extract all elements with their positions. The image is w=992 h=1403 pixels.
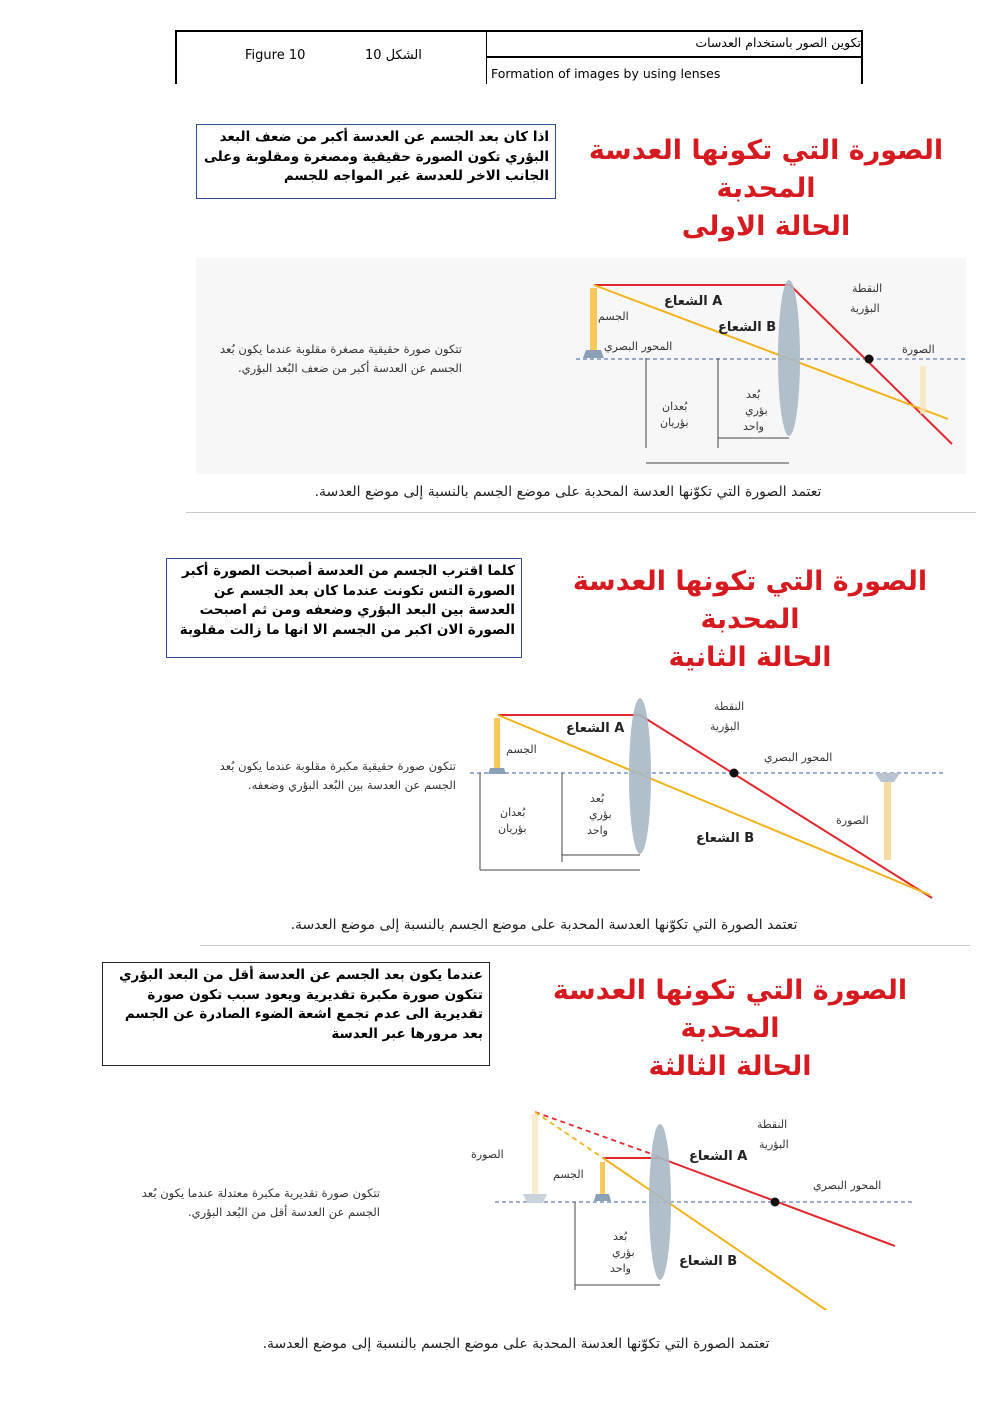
label-f-1: بُعد [613, 1230, 628, 1243]
case2-ray-diagram [470, 690, 950, 910]
case1-separator [186, 512, 976, 513]
label-object: الجسم [598, 310, 629, 323]
label-focal-1: النقطة [714, 700, 745, 713]
ray-b-virtual [535, 1112, 603, 1158]
label-image: الصورة [902, 343, 935, 356]
case1-figure-caption: تعتمد الصورة التي تكوّنها العدسة المحدبة على موضع الجسم بالنسبة إلى موضع العدسة. [314, 484, 822, 500]
case1-title [566, 132, 966, 246]
label-f-3: واحد [610, 1262, 631, 1275]
label-2f-1: بُعدان [500, 806, 526, 819]
label-image: الصورة [836, 814, 869, 827]
case1-title-line1: الصورة التي تكونها العدسة المحدبة [588, 135, 944, 204]
figure-number-en: Figure 10 [245, 48, 306, 63]
focal-point-dot [865, 355, 874, 364]
case3-figure-caption: تعتمد الصورة التي تكوّنها العدسة المحدبة على موضع الجسم بالنسبة إلى موضع العدسة. [262, 1336, 770, 1352]
image-candle [884, 780, 891, 860]
label-axis: المحور البصري [604, 340, 673, 353]
label-2f-2: بؤريان [498, 822, 527, 835]
label-ray-a: الشعاع A [689, 1149, 748, 1164]
header-divider [487, 56, 863, 58]
case2-figure-note: تتكون صورة حقيقية مكبرة مقلوبة عندما يكون بُعد الجسم عن العدسة بين البُعد البؤري وضعفه. [219, 759, 456, 792]
case3-title-line1: الصورة التي تكونها العدسة المحدبة [552, 975, 908, 1044]
label-f-2: بؤري [745, 404, 768, 417]
case1-ray-diagram [196, 258, 966, 474]
virtual-image-candle [532, 1114, 538, 1194]
label-focal-1: النقطة [757, 1118, 788, 1131]
focal-point-dot [730, 769, 739, 778]
figure-number-ar: الشكل 10 [365, 48, 422, 63]
label-ray-a: الشعاع A [566, 721, 625, 736]
label-object: الجسم [506, 743, 537, 756]
label-2f-2: بؤريان [660, 416, 689, 429]
case3-title [520, 972, 940, 1086]
label-axis: المحور البصري [813, 1179, 882, 1192]
label-focal-2: البؤرية [850, 302, 880, 315]
ray-a-virtual [535, 1112, 660, 1157]
header-title-en: Formation of images by using lenses [491, 66, 721, 81]
label-ray-a: الشعاع A [664, 294, 723, 309]
convex-lens [649, 1124, 671, 1280]
case2-title-line2: الحالة الثانية [668, 642, 832, 673]
case3-title-line2: الحالة الثالثة [648, 1051, 812, 1082]
case1-figure-note: تتكون صورة حقيقية مصغرة مقلوبة عندما يكون بُعد الجسم عن العدسة أكبر من ضعف البُعد البؤري. [219, 342, 462, 375]
label-f-1: بُعد [590, 792, 605, 805]
focal-point-dot [771, 1198, 780, 1207]
label-2f-1: بُعدان [662, 400, 688, 413]
case3-explanation-box: عندما يكون بعد الجسم عن العدسة أقل من البعد البؤري تتكون صورة مكبرة تقديرية ويعود سبب تكون صورة تقديرية الى عدم تجمع اشعة الضوء الصادرة عن الجسم بعد مرورها عبر العدسة [102, 962, 490, 1066]
case3-figure-note: تتكون صورة تقديرية مكبرة معتدلة عندما يكون بُعد الجسم عن العدسة أقل من البُعد البؤري. [141, 1186, 380, 1219]
virtual-image-base [523, 1194, 547, 1203]
label-focal-2: البؤرية [710, 720, 740, 733]
label-ray-b: الشعاع B [718, 320, 777, 335]
label-focal-1: النقطة [852, 282, 883, 295]
object-candle [600, 1162, 605, 1194]
case1-title-line2: الحالة الاولى [681, 211, 851, 242]
image-candle [920, 366, 926, 414]
label-f-2: بؤري [612, 1246, 635, 1259]
convex-lens [629, 698, 651, 854]
object-base [488, 768, 506, 774]
label-axis: المحور البصري [764, 751, 833, 764]
label-f-3: واحد [587, 824, 608, 837]
case2-figure-caption: تعتمد الصورة التي تكوّنها العدسة المحدبة على موضع الجسم بالنسبة إلى موضع العدسة. [290, 917, 798, 933]
label-focal-2: البؤرية [759, 1138, 789, 1151]
case2-title-line1: الصورة التي تكونها العدسة المحدبة [572, 566, 928, 635]
label-image: الصورة [471, 1148, 504, 1161]
case2-explanation-box: كلما اقترب الجسم من العدسة أصبحت الصورة أكبر الصورة التس تكونت عندما كان بعد الجسم عن العدسة بين البعد البؤري وضعفه ومن ثم اصبحت الصورة الان اكبر من الجسم الا انها ما زالت مقلوبة [166, 558, 522, 658]
object-candle [494, 718, 500, 768]
label-f-3: واحد [743, 420, 764, 433]
label-ray-b: الشعاع B [679, 1254, 738, 1269]
case2-title [550, 563, 950, 677]
case2-separator [200, 945, 970, 946]
label-ray-b: الشعاع B [696, 831, 755, 846]
label-f-1: بُعد [746, 388, 761, 401]
header-title-ar: تكوين الصور باستخدام العدسات [695, 35, 861, 50]
object-base [594, 1194, 611, 1201]
label-object: الجسم [553, 1168, 584, 1181]
label-f-2: بؤري [589, 808, 612, 821]
object-base [583, 350, 604, 358]
case1-explanation-box: اذا كان بعد الجسم عن العدسة أكبر من ضعف البعد البؤري تكون الصورة حقيقية ومصغرة ومقلوبة وعلى الجانب الاخر للعدسة غير المواجه للجسم [196, 124, 556, 199]
header-figure-cell [175, 30, 487, 84]
ray-b [498, 715, 930, 895]
convex-lens [778, 280, 800, 436]
object-candle [590, 288, 597, 350]
case3-ray-diagram [455, 1100, 925, 1310]
image-base [875, 773, 900, 782]
